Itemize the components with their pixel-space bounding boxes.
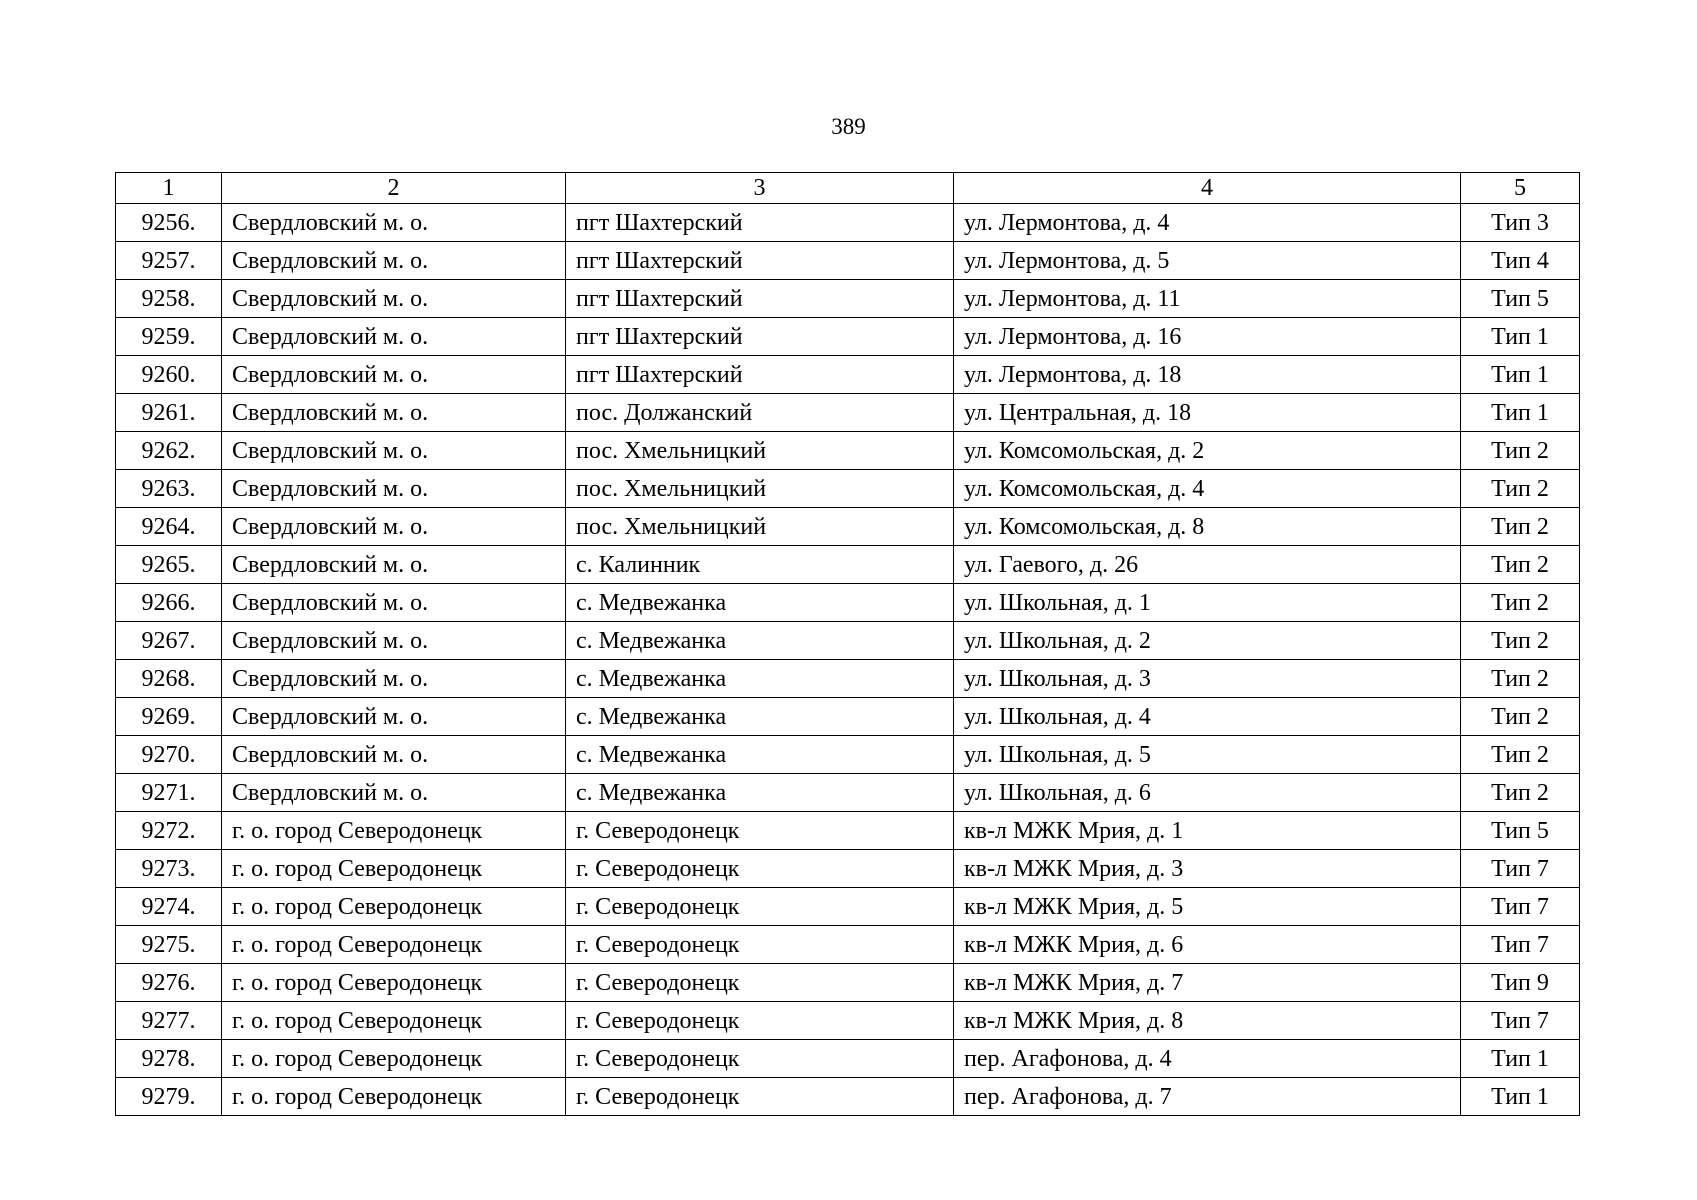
building-type-cell: Тип 2 bbox=[1461, 508, 1580, 546]
settlement-cell: с. Медвежанка bbox=[566, 774, 954, 812]
building-type-cell: Тип 1 bbox=[1461, 356, 1580, 394]
settlement-cell: пос. Должанский bbox=[566, 394, 954, 432]
header-row bbox=[116, 173, 1580, 204]
building-type-cell: Тип 2 bbox=[1461, 432, 1580, 470]
address-cell: кв-л МЖК Мрия, д. 5 bbox=[954, 888, 1461, 926]
header-col-3: 3 bbox=[566, 173, 954, 204]
table-row bbox=[116, 888, 1580, 926]
municipal-district-cell: Свердловский м. о. bbox=[222, 736, 566, 774]
address-cell: ул. Комсомольская, д. 4 bbox=[954, 470, 1461, 508]
municipal-district-cell: г. о. город Северодонецк bbox=[222, 1002, 566, 1040]
settlement-cell: пгт Шахтерский bbox=[566, 318, 954, 356]
settlement-cell: пос. Хмельницкий bbox=[566, 508, 954, 546]
table-row bbox=[116, 356, 1580, 394]
municipal-district-cell: г. о. город Северодонецк bbox=[222, 812, 566, 850]
building-type-cell: Тип 3 bbox=[1461, 204, 1580, 242]
row-number-cell: 9275. bbox=[116, 926, 222, 964]
table-row bbox=[116, 242, 1580, 280]
municipal-district-cell: Свердловский м. о. bbox=[222, 318, 566, 356]
building-type-cell: Тип 1 bbox=[1461, 1078, 1580, 1116]
address-cell: ул. Комсомольская, д. 8 bbox=[954, 508, 1461, 546]
table-row bbox=[116, 584, 1580, 622]
settlement-cell: пгт Шахтерский bbox=[566, 356, 954, 394]
building-type-cell: Тип 1 bbox=[1461, 1040, 1580, 1078]
table-row bbox=[116, 470, 1580, 508]
row-number-cell: 9258. bbox=[116, 280, 222, 318]
table-header bbox=[116, 173, 1580, 204]
table-row bbox=[116, 546, 1580, 584]
table-row bbox=[116, 1002, 1580, 1040]
row-number-cell: 9270. bbox=[116, 736, 222, 774]
header-col-4: 4 bbox=[954, 173, 1461, 204]
municipal-district-cell: Свердловский м. о. bbox=[222, 356, 566, 394]
row-number-cell: 9263. bbox=[116, 470, 222, 508]
address-cell: ул. Школьная, д. 1 bbox=[954, 584, 1461, 622]
address-cell: кв-л МЖК Мрия, д. 7 bbox=[954, 964, 1461, 1002]
row-number-cell: 9276. bbox=[116, 964, 222, 1002]
row-number-cell: 9274. bbox=[116, 888, 222, 926]
header-col-1: 1 bbox=[116, 173, 222, 204]
settlement-cell: г. Северодонецк bbox=[566, 1078, 954, 1116]
municipal-district-cell: г. о. город Северодонецк bbox=[222, 888, 566, 926]
municipal-district-cell: Свердловский м. о. bbox=[222, 508, 566, 546]
building-type-cell: Тип 2 bbox=[1461, 470, 1580, 508]
municipal-district-cell: Свердловский м. о. bbox=[222, 584, 566, 622]
address-cell: ул. Школьная, д. 3 bbox=[954, 660, 1461, 698]
table-row bbox=[116, 850, 1580, 888]
table-body bbox=[116, 204, 1580, 1116]
building-type-cell: Тип 5 bbox=[1461, 280, 1580, 318]
municipal-district-cell: Свердловский м. о. bbox=[222, 546, 566, 584]
building-type-cell: Тип 5 bbox=[1461, 812, 1580, 850]
header-col-2: 2 bbox=[222, 173, 566, 204]
municipal-district-cell: Свердловский м. о. bbox=[222, 432, 566, 470]
municipal-district-cell: г. о. город Северодонецк bbox=[222, 926, 566, 964]
settlement-cell: с. Медвежанка bbox=[566, 736, 954, 774]
address-cell: кв-л МЖК Мрия, д. 8 bbox=[954, 1002, 1461, 1040]
municipal-district-cell: г. о. город Северодонецк bbox=[222, 850, 566, 888]
municipal-district-cell: Свердловский м. о. bbox=[222, 280, 566, 318]
address-cell: пер. Агафонова, д. 4 bbox=[954, 1040, 1461, 1078]
building-type-cell: Тип 1 bbox=[1461, 318, 1580, 356]
table-row bbox=[116, 318, 1580, 356]
municipal-district-cell: Свердловский м. о. bbox=[222, 394, 566, 432]
address-cell: пер. Агафонова, д. 7 bbox=[954, 1078, 1461, 1116]
building-type-cell: Тип 2 bbox=[1461, 660, 1580, 698]
table-row bbox=[116, 204, 1580, 242]
registry-table bbox=[115, 172, 1580, 1116]
building-type-cell: Тип 2 bbox=[1461, 736, 1580, 774]
building-type-cell: Тип 2 bbox=[1461, 546, 1580, 584]
municipal-district-cell: Свердловский м. о. bbox=[222, 470, 566, 508]
address-cell: ул. Лермонтова, д. 4 bbox=[954, 204, 1461, 242]
table-row bbox=[116, 280, 1580, 318]
address-cell: ул. Лермонтова, д. 18 bbox=[954, 356, 1461, 394]
row-number-cell: 9260. bbox=[116, 356, 222, 394]
table-row bbox=[116, 1040, 1580, 1078]
address-cell: кв-л МЖК Мрия, д. 3 bbox=[954, 850, 1461, 888]
municipal-district-cell: г. о. город Северодонецк bbox=[222, 964, 566, 1002]
address-cell: ул. Центральная, д. 18 bbox=[954, 394, 1461, 432]
settlement-cell: пгт Шахтерский bbox=[566, 204, 954, 242]
municipal-district-cell: г. о. город Северодонецк bbox=[222, 1040, 566, 1078]
table-row bbox=[116, 698, 1580, 736]
table-row bbox=[116, 432, 1580, 470]
table-row bbox=[116, 660, 1580, 698]
settlement-cell: г. Северодонецк bbox=[566, 926, 954, 964]
settlement-cell: пгт Шахтерский bbox=[566, 242, 954, 280]
municipal-district-cell: Свердловский м. о. bbox=[222, 774, 566, 812]
address-cell: кв-л МЖК Мрия, д. 1 bbox=[954, 812, 1461, 850]
building-type-cell: Тип 9 bbox=[1461, 964, 1580, 1002]
municipal-district-cell: Свердловский м. о. bbox=[222, 698, 566, 736]
municipal-district-cell: Свердловский м. о. bbox=[222, 622, 566, 660]
table-row bbox=[116, 812, 1580, 850]
settlement-cell: пос. Хмельницкий bbox=[566, 432, 954, 470]
row-number-cell: 9264. bbox=[116, 508, 222, 546]
address-cell: ул. Школьная, д. 6 bbox=[954, 774, 1461, 812]
address-cell: ул. Лермонтова, д. 5 bbox=[954, 242, 1461, 280]
settlement-cell: с. Медвежанка bbox=[566, 698, 954, 736]
header-col-5: 5 bbox=[1461, 173, 1580, 204]
row-number-cell: 9267. bbox=[116, 622, 222, 660]
row-number-cell: 9271. bbox=[116, 774, 222, 812]
table-row bbox=[116, 508, 1580, 546]
address-cell: кв-л МЖК Мрия, д. 6 bbox=[954, 926, 1461, 964]
address-cell: ул. Лермонтова, д. 16 bbox=[954, 318, 1461, 356]
settlement-cell: г. Северодонецк bbox=[566, 812, 954, 850]
row-number-cell: 9261. bbox=[116, 394, 222, 432]
settlement-cell: г. Северодонецк bbox=[566, 964, 954, 1002]
building-type-cell: Тип 7 bbox=[1461, 1002, 1580, 1040]
building-type-cell: Тип 7 bbox=[1461, 926, 1580, 964]
row-number-cell: 9272. bbox=[116, 812, 222, 850]
address-cell: ул. Школьная, д. 2 bbox=[954, 622, 1461, 660]
settlement-cell: с. Медвежанка bbox=[566, 622, 954, 660]
municipal-district-cell: Свердловский м. о. bbox=[222, 660, 566, 698]
settlement-cell: г. Северодонецк bbox=[566, 1002, 954, 1040]
row-number-cell: 9273. bbox=[116, 850, 222, 888]
building-type-cell: Тип 2 bbox=[1461, 774, 1580, 812]
row-number-cell: 9259. bbox=[116, 318, 222, 356]
table-row bbox=[116, 394, 1580, 432]
settlement-cell: с. Медвежанка bbox=[566, 584, 954, 622]
municipal-district-cell: г. о. город Северодонецк bbox=[222, 1078, 566, 1116]
building-type-cell: Тип 1 bbox=[1461, 394, 1580, 432]
address-cell: ул. Гаевого, д. 26 bbox=[954, 546, 1461, 584]
table-row bbox=[116, 774, 1580, 812]
building-type-cell: Тип 7 bbox=[1461, 888, 1580, 926]
address-cell: ул. Школьная, д. 4 bbox=[954, 698, 1461, 736]
municipal-district-cell: Свердловский м. о. bbox=[222, 204, 566, 242]
row-number-cell: 9277. bbox=[116, 1002, 222, 1040]
building-type-cell: Тип 4 bbox=[1461, 242, 1580, 280]
table-row bbox=[116, 736, 1580, 774]
page-number: 389 bbox=[831, 114, 866, 139]
address-cell: ул. Комсомольская, д. 2 bbox=[954, 432, 1461, 470]
building-type-cell: Тип 2 bbox=[1461, 698, 1580, 736]
row-number-cell: 9256. bbox=[116, 204, 222, 242]
building-type-cell: Тип 2 bbox=[1461, 584, 1580, 622]
settlement-cell: с. Калинник bbox=[566, 546, 954, 584]
address-cell: ул. Лермонтова, д. 11 bbox=[954, 280, 1461, 318]
address-cell: ул. Школьная, д. 5 bbox=[954, 736, 1461, 774]
building-type-cell: Тип 7 bbox=[1461, 850, 1580, 888]
table-row bbox=[116, 964, 1580, 1002]
municipal-district-cell: Свердловский м. о. bbox=[222, 242, 566, 280]
row-number-cell: 9268. bbox=[116, 660, 222, 698]
settlement-cell: пгт Шахтерский bbox=[566, 280, 954, 318]
settlement-cell: г. Северодонецк bbox=[566, 850, 954, 888]
row-number-cell: 9265. bbox=[116, 546, 222, 584]
row-number-cell: 9279. bbox=[116, 1078, 222, 1116]
row-number-cell: 9262. bbox=[116, 432, 222, 470]
table-row bbox=[116, 926, 1580, 964]
row-number-cell: 9266. bbox=[116, 584, 222, 622]
row-number-cell: 9257. bbox=[116, 242, 222, 280]
building-type-cell: Тип 2 bbox=[1461, 622, 1580, 660]
row-number-cell: 9278. bbox=[116, 1040, 222, 1078]
row-number-cell: 9269. bbox=[116, 698, 222, 736]
settlement-cell: с. Медвежанка bbox=[566, 660, 954, 698]
table-row bbox=[116, 622, 1580, 660]
table-row bbox=[116, 1078, 1580, 1116]
settlement-cell: пос. Хмельницкий bbox=[566, 470, 954, 508]
settlement-cell: г. Северодонецк bbox=[566, 1040, 954, 1078]
settlement-cell: г. Северодонецк bbox=[566, 888, 954, 926]
